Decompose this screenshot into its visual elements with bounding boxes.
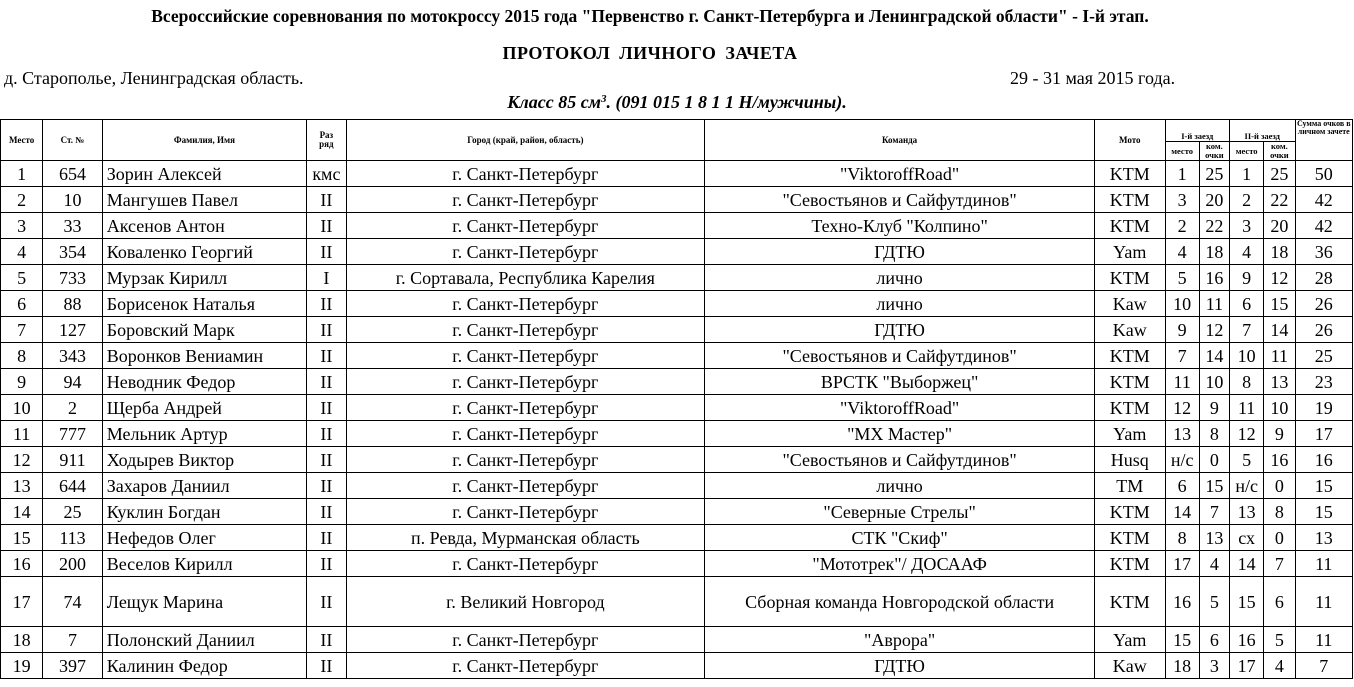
cell-city: г. Санкт-Петербург xyxy=(346,627,705,653)
cell-race1-place: 7 xyxy=(1165,343,1199,369)
cell-race2-place: 2 xyxy=(1230,187,1264,213)
cell-race2-points: 20 xyxy=(1264,213,1295,239)
cell-sum: 15 xyxy=(1295,473,1353,499)
cell-rank: II xyxy=(307,525,346,551)
cell-name: Калинин Федор xyxy=(102,653,307,679)
cell-sum: 13 xyxy=(1295,525,1353,551)
cell-place: 5 xyxy=(1,265,43,291)
cell-race1-points: 0 xyxy=(1199,447,1229,473)
cell-sum: 23 xyxy=(1295,369,1353,395)
cell-name: Мангушев Павел xyxy=(102,187,307,213)
cell-name: Веселов Кирилл xyxy=(102,551,307,577)
cell-race1-points: 10 xyxy=(1199,369,1229,395)
table-row xyxy=(1,265,1353,291)
cell-race1-points: 13 xyxy=(1199,525,1229,551)
cell-sum: 25 xyxy=(1295,343,1353,369)
cell-race1-place: 8 xyxy=(1165,525,1199,551)
race2-header: II-й заезд xyxy=(1230,120,1295,142)
cell-race2-place: н/с xyxy=(1230,473,1264,499)
cell-place: 8 xyxy=(1,343,43,369)
cell-moto: Yam xyxy=(1095,421,1166,447)
cell-team: "Севостьянов и Сайфутдинов" xyxy=(705,187,1095,213)
cell-moto: KTM xyxy=(1095,577,1166,627)
cell-race1-points: 7 xyxy=(1199,499,1229,525)
cell-team: "Мототрек"/ ДОСААФ xyxy=(705,551,1095,577)
protocol-title: ПРОТОКОЛ ЛИЧНОГО ЗАЧЕТА xyxy=(502,43,798,63)
cell-name: Аксенов Антон xyxy=(102,213,307,239)
cell-race2-points: 7 xyxy=(1264,551,1295,577)
race2-place-header: место xyxy=(1230,142,1264,161)
cell-place: 4 xyxy=(1,239,43,265)
cell-rank: II xyxy=(307,653,346,679)
cell-race2-place: сх xyxy=(1230,525,1264,551)
cell-rank: II xyxy=(307,551,346,577)
table-row xyxy=(1,369,1353,395)
col-rank-line2: ряд xyxy=(319,139,334,149)
cell-sum: 28 xyxy=(1295,265,1353,291)
cell-race1-place: 5 xyxy=(1165,265,1199,291)
race2-points-header xyxy=(1264,142,1295,161)
cell-sum: 17 xyxy=(1295,421,1353,447)
cell-race1-place: 15 xyxy=(1165,627,1199,653)
col-num-header: Ст. № xyxy=(43,120,102,161)
table-row xyxy=(1,499,1353,525)
cell-race2-place: 8 xyxy=(1230,369,1264,395)
cell-number: 127 xyxy=(43,317,102,343)
cell-race1-points: 6 xyxy=(1199,627,1229,653)
cell-number: 113 xyxy=(43,525,102,551)
cell-number: 343 xyxy=(43,343,102,369)
cell-rank: II xyxy=(307,627,346,653)
cell-moto: Yam xyxy=(1095,239,1166,265)
table-row xyxy=(1,213,1353,239)
race2-points-line2: очки xyxy=(1270,150,1289,160)
race1-points-line2: очки xyxy=(1205,150,1224,160)
table-row xyxy=(1,395,1353,421)
cell-name: Воронков Вениамин xyxy=(102,343,307,369)
cell-name: Нефедов Олег xyxy=(102,525,307,551)
cell-number: 777 xyxy=(43,421,102,447)
cell-city: г. Санкт-Петербург xyxy=(346,421,705,447)
cell-sum: 7 xyxy=(1295,653,1353,679)
cell-sum: 11 xyxy=(1295,627,1353,653)
cell-moto: KTM xyxy=(1095,395,1166,421)
cell-race2-points: 0 xyxy=(1264,473,1295,499)
cell-race1-place: 17 xyxy=(1165,551,1199,577)
cell-place: 9 xyxy=(1,369,43,395)
cell-moto: KTM xyxy=(1095,213,1166,239)
cell-number: 10 xyxy=(43,187,102,213)
cell-race1-place: 2 xyxy=(1165,213,1199,239)
cell-team: лично xyxy=(705,291,1095,317)
cell-sum: 11 xyxy=(1295,551,1353,577)
cell-race2-points: 15 xyxy=(1264,291,1295,317)
cell-team: Техно-Клуб "Колпино" xyxy=(705,213,1095,239)
cell-number: 74 xyxy=(43,577,102,627)
cell-moto: Yam xyxy=(1095,627,1166,653)
table-row xyxy=(1,627,1353,653)
cell-team: "Северные Стрелы" xyxy=(705,499,1095,525)
cell-sum: 15 xyxy=(1295,499,1353,525)
cell-moto: Husq xyxy=(1095,447,1166,473)
cell-race1-place: 3 xyxy=(1165,187,1199,213)
cell-race2-points: 6 xyxy=(1264,577,1295,627)
cell-city: г. Санкт-Петербург xyxy=(346,473,705,499)
cell-number: 354 xyxy=(43,239,102,265)
cell-rank: II xyxy=(307,213,346,239)
cell-city: п. Ревда, Мурманская область xyxy=(346,525,705,551)
cell-team: ГДТЮ xyxy=(705,653,1095,679)
cell-place: 15 xyxy=(1,525,43,551)
cell-city: г. Великий Новгород xyxy=(346,577,705,627)
cell-race1-points: 5 xyxy=(1199,577,1229,627)
cell-number: 94 xyxy=(43,369,102,395)
results-table xyxy=(0,119,1353,679)
cell-rank: II xyxy=(307,187,346,213)
cell-sum: 11 xyxy=(1295,577,1353,627)
class-line xyxy=(0,92,1354,113)
cell-number: 2 xyxy=(43,395,102,421)
cell-number: 733 xyxy=(43,265,102,291)
table-row xyxy=(1,473,1353,499)
cell-sum: 26 xyxy=(1295,291,1353,317)
table-row xyxy=(1,187,1353,213)
cell-race1-place: н/с xyxy=(1165,447,1199,473)
cell-number: 397 xyxy=(43,653,102,679)
cell-city: г. Санкт-Петербург xyxy=(346,653,705,679)
cell-race2-place: 7 xyxy=(1230,317,1264,343)
cell-race2-points: 4 xyxy=(1264,653,1295,679)
cell-race1-points: 8 xyxy=(1199,421,1229,447)
cell-team: "Севостьянов и Сайфутдинов" xyxy=(705,343,1095,369)
cell-rank: II xyxy=(307,291,346,317)
cell-race2-points: 16 xyxy=(1264,447,1295,473)
cell-sum: 36 xyxy=(1295,239,1353,265)
cell-city: г. Санкт-Петербург xyxy=(346,161,705,187)
cell-city: г. Санкт-Петербург xyxy=(346,239,705,265)
cell-race1-place: 1 xyxy=(1165,161,1199,187)
cell-rank: II xyxy=(307,395,346,421)
cell-team: "MX Мастер" xyxy=(705,421,1095,447)
cell-name: Куклин Богдан xyxy=(102,499,307,525)
cell-race2-place: 10 xyxy=(1230,343,1264,369)
cell-city: г. Санкт-Петербург xyxy=(346,291,705,317)
cell-place: 2 xyxy=(1,187,43,213)
cell-rank: I xyxy=(307,265,346,291)
event-date: 29 - 31 мая 2015 года. xyxy=(1010,68,1176,88)
cell-race1-points: 4 xyxy=(1199,551,1229,577)
cell-moto: Kaw xyxy=(1095,317,1166,343)
cell-place: 13 xyxy=(1,473,43,499)
cell-moto: KTM xyxy=(1095,551,1166,577)
cell-race2-place: 6 xyxy=(1230,291,1264,317)
cell-team: лично xyxy=(705,265,1095,291)
cell-race1-points: 14 xyxy=(1199,343,1229,369)
cell-team: "Аврора" xyxy=(705,627,1095,653)
cell-team: "Севостьянов и Сайфутдинов" xyxy=(705,447,1095,473)
cell-name: Полонский Даниил xyxy=(102,627,307,653)
cell-city: г. Санкт-Петербург xyxy=(346,187,705,213)
cell-name: Мурзак Кирилл xyxy=(102,265,307,291)
cell-race2-points: 11 xyxy=(1264,343,1295,369)
cell-moto: KTM xyxy=(1095,187,1166,213)
cell-number: 911 xyxy=(43,447,102,473)
cell-moto: KTM xyxy=(1095,499,1166,525)
cell-race1-place: 10 xyxy=(1165,291,1199,317)
cell-race1-place: 6 xyxy=(1165,473,1199,499)
cell-race2-place: 4 xyxy=(1230,239,1264,265)
cell-place: 18 xyxy=(1,627,43,653)
cell-number: 7 xyxy=(43,627,102,653)
cell-moto: Kaw xyxy=(1095,653,1166,679)
cell-race1-points: 25 xyxy=(1199,161,1229,187)
cell-race1-points: 3 xyxy=(1199,653,1229,679)
cell-name: Борисенок Наталья xyxy=(102,291,307,317)
cell-city: г. Санкт-Петербург xyxy=(346,447,705,473)
cell-race1-points: 12 xyxy=(1199,317,1229,343)
cell-city: г. Сортавала, Республика Карелия xyxy=(346,265,705,291)
cell-race2-points: 9 xyxy=(1264,421,1295,447)
cell-rank: II xyxy=(307,577,346,627)
cell-place: 11 xyxy=(1,421,43,447)
cell-moto: TM xyxy=(1095,473,1166,499)
cell-race2-points: 8 xyxy=(1264,499,1295,525)
cell-sum: 50 xyxy=(1295,161,1353,187)
cell-moto: KTM xyxy=(1095,525,1166,551)
cell-race2-place: 14 xyxy=(1230,551,1264,577)
race1-points-line1: ком. xyxy=(1206,141,1223,151)
cell-race1-place: 16 xyxy=(1165,577,1199,627)
cell-name: Боровский Марк xyxy=(102,317,307,343)
cell-race1-points: 9 xyxy=(1199,395,1229,421)
cell-number: 33 xyxy=(43,213,102,239)
table-row xyxy=(1,317,1353,343)
cell-place: 7 xyxy=(1,317,43,343)
class-prefix: Класс 85 см xyxy=(507,92,602,112)
cell-moto: Kaw xyxy=(1095,291,1166,317)
cell-team: "ViktoroffRoad" xyxy=(705,161,1095,187)
cell-team: лично xyxy=(705,473,1095,499)
cell-moto: KTM xyxy=(1095,161,1166,187)
cell-city: г. Санкт-Петербург xyxy=(346,369,705,395)
cell-race2-points: 18 xyxy=(1264,239,1295,265)
table-row xyxy=(1,653,1353,679)
col-moto-header: Мото xyxy=(1095,120,1166,161)
cell-moto: KTM xyxy=(1095,369,1166,395)
cell-race1-place: 18 xyxy=(1165,653,1199,679)
cell-race2-points: 14 xyxy=(1264,317,1295,343)
cell-race2-points: 25 xyxy=(1264,161,1295,187)
cell-race1-place: 11 xyxy=(1165,369,1199,395)
race2-points-line1: ком. xyxy=(1270,141,1288,151)
cell-name: Захаров Даниил xyxy=(102,473,307,499)
cell-race1-place: 9 xyxy=(1165,317,1199,343)
cell-city: г. Санкт-Петербург xyxy=(346,551,705,577)
cell-moto: KTM xyxy=(1095,343,1166,369)
cell-sum: 42 xyxy=(1295,213,1353,239)
cell-team: ГДТЮ xyxy=(705,317,1095,343)
cell-race1-points: 18 xyxy=(1199,239,1229,265)
cell-name: Неводник Федор xyxy=(102,369,307,395)
cell-team: СТК "Скиф" xyxy=(705,525,1095,551)
col-rank-line1: Раз xyxy=(319,130,334,140)
cell-name: Мельник Артур xyxy=(102,421,307,447)
cell-city: г. Санкт-Петербург xyxy=(346,317,705,343)
col-sum-header: Сумма очков в личном зачете xyxy=(1295,120,1353,161)
table-row xyxy=(1,577,1353,627)
cell-sum: 16 xyxy=(1295,447,1353,473)
cell-race1-place: 13 xyxy=(1165,421,1199,447)
cell-place: 10 xyxy=(1,395,43,421)
cell-place: 14 xyxy=(1,499,43,525)
cell-rank: кмс xyxy=(307,161,346,187)
race1-header: I-й заезд xyxy=(1165,120,1229,142)
cell-race2-points: 0 xyxy=(1264,525,1295,551)
cell-race2-place: 13 xyxy=(1230,499,1264,525)
cell-race1-points: 20 xyxy=(1199,187,1229,213)
col-rank-header xyxy=(307,120,346,161)
cell-race1-place: 12 xyxy=(1165,395,1199,421)
cell-number: 654 xyxy=(43,161,102,187)
cell-number: 88 xyxy=(43,291,102,317)
cell-name: Ходырев Виктор xyxy=(102,447,307,473)
cell-city: г. Санкт-Петербург xyxy=(346,213,705,239)
cell-race2-place: 16 xyxy=(1230,627,1264,653)
cell-place: 12 xyxy=(1,447,43,473)
cell-rank: II xyxy=(307,473,346,499)
col-city-header: Город (край, район, область) xyxy=(346,120,705,161)
cell-race2-points: 12 xyxy=(1264,265,1295,291)
col-name-header: Фамилия, Имя xyxy=(102,120,307,161)
cell-moto: KTM xyxy=(1095,265,1166,291)
col-team-header: Команда xyxy=(705,120,1095,161)
cell-race1-points: 15 xyxy=(1199,473,1229,499)
cell-place: 1 xyxy=(1,161,43,187)
cell-place: 16 xyxy=(1,551,43,577)
cell-team: ГДТЮ xyxy=(705,239,1095,265)
cell-city: г. Санкт-Петербург xyxy=(346,343,705,369)
cell-race2-points: 13 xyxy=(1264,369,1295,395)
class-superscript: 3 xyxy=(601,93,607,105)
cell-city: г. Санкт-Петербург xyxy=(346,395,705,421)
class-suffix: . (091 015 1 8 1 1 Н/мужчины). xyxy=(606,92,847,112)
cell-rank: II xyxy=(307,499,346,525)
cell-race2-place: 9 xyxy=(1230,265,1264,291)
cell-team: ВРСТК "Выборжец" xyxy=(705,369,1095,395)
cell-race2-place: 11 xyxy=(1230,395,1264,421)
cell-race2-place: 15 xyxy=(1230,577,1264,627)
cell-race1-place: 14 xyxy=(1165,499,1199,525)
cell-name: Лещук Марина xyxy=(102,577,307,627)
table-row xyxy=(1,161,1353,187)
venue: д. Старополье, Ленинградская область. xyxy=(4,68,304,88)
cell-race2-points: 22 xyxy=(1264,187,1295,213)
cell-place: 6 xyxy=(1,291,43,317)
table-row xyxy=(1,447,1353,473)
cell-place: 3 xyxy=(1,213,43,239)
document-title: Всероссийские соревнования по мотокроссу 2015 года "Первенство г. Санкт-Петербурга и Ленинградской области" - I-й этап. xyxy=(151,6,1149,26)
cell-race2-points: 5 xyxy=(1264,627,1295,653)
cell-race2-points: 10 xyxy=(1264,395,1295,421)
cell-sum: 42 xyxy=(1295,187,1353,213)
table-row xyxy=(1,343,1353,369)
cell-race1-place: 4 xyxy=(1165,239,1199,265)
cell-number: 200 xyxy=(43,551,102,577)
table-row xyxy=(1,291,1353,317)
cell-name: Щерба Андрей xyxy=(102,395,307,421)
cell-city: г. Санкт-Петербург xyxy=(346,499,705,525)
cell-team: Сборная команда Новгородской области xyxy=(705,577,1095,627)
race1-points-header xyxy=(1199,142,1229,161)
cell-name: Коваленко Георгий xyxy=(102,239,307,265)
cell-rank: II xyxy=(307,369,346,395)
cell-number: 25 xyxy=(43,499,102,525)
cell-race2-place: 12 xyxy=(1230,421,1264,447)
cell-race2-place: 17 xyxy=(1230,653,1264,679)
cell-sum: 26 xyxy=(1295,317,1353,343)
table-row xyxy=(1,551,1353,577)
cell-sum: 19 xyxy=(1295,395,1353,421)
cell-race2-place: 5 xyxy=(1230,447,1264,473)
cell-rank: II xyxy=(307,239,346,265)
cell-race2-place: 1 xyxy=(1230,161,1264,187)
race1-place-header: место xyxy=(1165,142,1199,161)
cell-race1-points: 16 xyxy=(1199,265,1229,291)
table-row xyxy=(1,525,1353,551)
cell-place: 19 xyxy=(1,653,43,679)
cell-rank: II xyxy=(307,317,346,343)
table-row xyxy=(1,421,1353,447)
table-row xyxy=(1,239,1353,265)
cell-rank: II xyxy=(307,343,346,369)
cell-race2-place: 3 xyxy=(1230,213,1264,239)
col-place-header: Место xyxy=(1,120,43,161)
cell-team: "ViktoroffRoad" xyxy=(705,395,1095,421)
cell-number: 644 xyxy=(43,473,102,499)
cell-race1-points: 22 xyxy=(1199,213,1229,239)
cell-rank: II xyxy=(307,447,346,473)
cell-race1-points: 11 xyxy=(1199,291,1229,317)
cell-place: 17 xyxy=(1,577,43,627)
cell-name: Зорин Алексей xyxy=(102,161,307,187)
cell-rank: II xyxy=(307,421,346,447)
